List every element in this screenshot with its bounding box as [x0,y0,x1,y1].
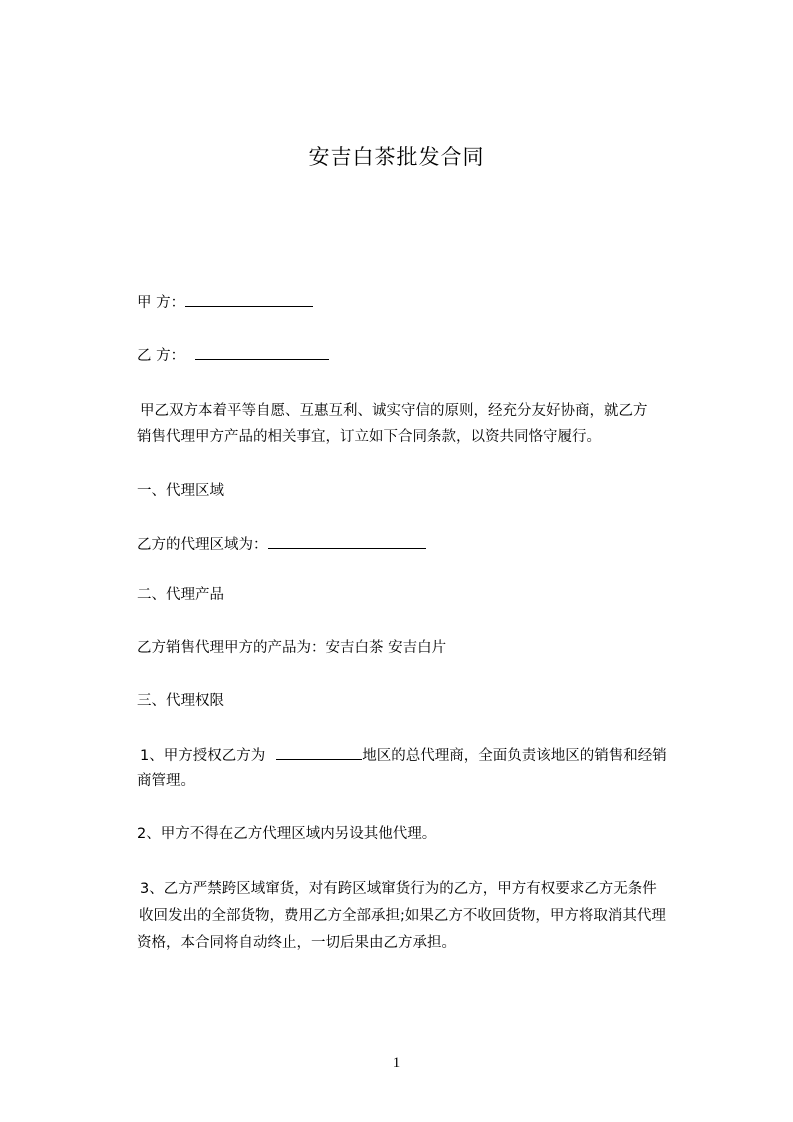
section-3-item-3-line-3: 资格，本合同将自动终止，一切后果由乙方承担。 [137,935,456,951]
area-blank[interactable] [268,535,426,549]
section-1-text-line [137,535,426,554]
document-title: 安吉白茶批发合同 [308,145,485,169]
section-1-text: 乙方的代理区域为： [137,537,268,553]
party-b-label: 乙 方： [137,348,186,364]
section-2-text: 乙方销售代理甲方的产品为：安吉白茶 安吉白片 [137,640,447,656]
party-b-line [137,346,329,365]
section-3-item-3-line-2: 收回发出的全部货物，费用乙方全部承担;如果乙方不收回货物，甲方将取消其代理 [139,908,666,924]
item-1-suffix: 地区的总代理商，全面负责该地区的销售和经销 [362,748,667,764]
section-3-item-3-line-1: 3、乙方严禁跨区域窜货，对有跨区域窜货行为的乙方，甲方有权要求乙方无条件 [140,881,657,897]
section-3-item-2: 2、甲方不得在乙方代理区域内另设其他代理。 [137,826,437,842]
section-3-item-1-line-2: 商管理。 [137,773,195,789]
party-a-label: 甲 方： [137,295,186,311]
section-3-heading: 三、代理权限 [137,693,224,709]
page-number: 1 [392,1055,401,1071]
intro-line-2: 销售代理甲方产品的相关事宜，订立如下合同条款，以资共同恪守履行。 [137,429,601,445]
section-3-item-1-line-1 [140,746,667,765]
party-a-blank[interactable] [185,293,313,307]
intro-line-1: 甲乙双方本着平等自愿、互惠互利、诚实守信的原则，经充分友好协商，就乙方 [140,403,648,419]
party-a-line [137,293,313,312]
item-1-prefix: 1、甲方授权乙方为 [140,748,266,764]
region-blank[interactable] [276,746,362,760]
party-b-blank[interactable] [195,346,329,360]
section-1-heading: 一、代理区域 [137,483,224,499]
section-2-heading: 二、代理产品 [137,587,224,603]
